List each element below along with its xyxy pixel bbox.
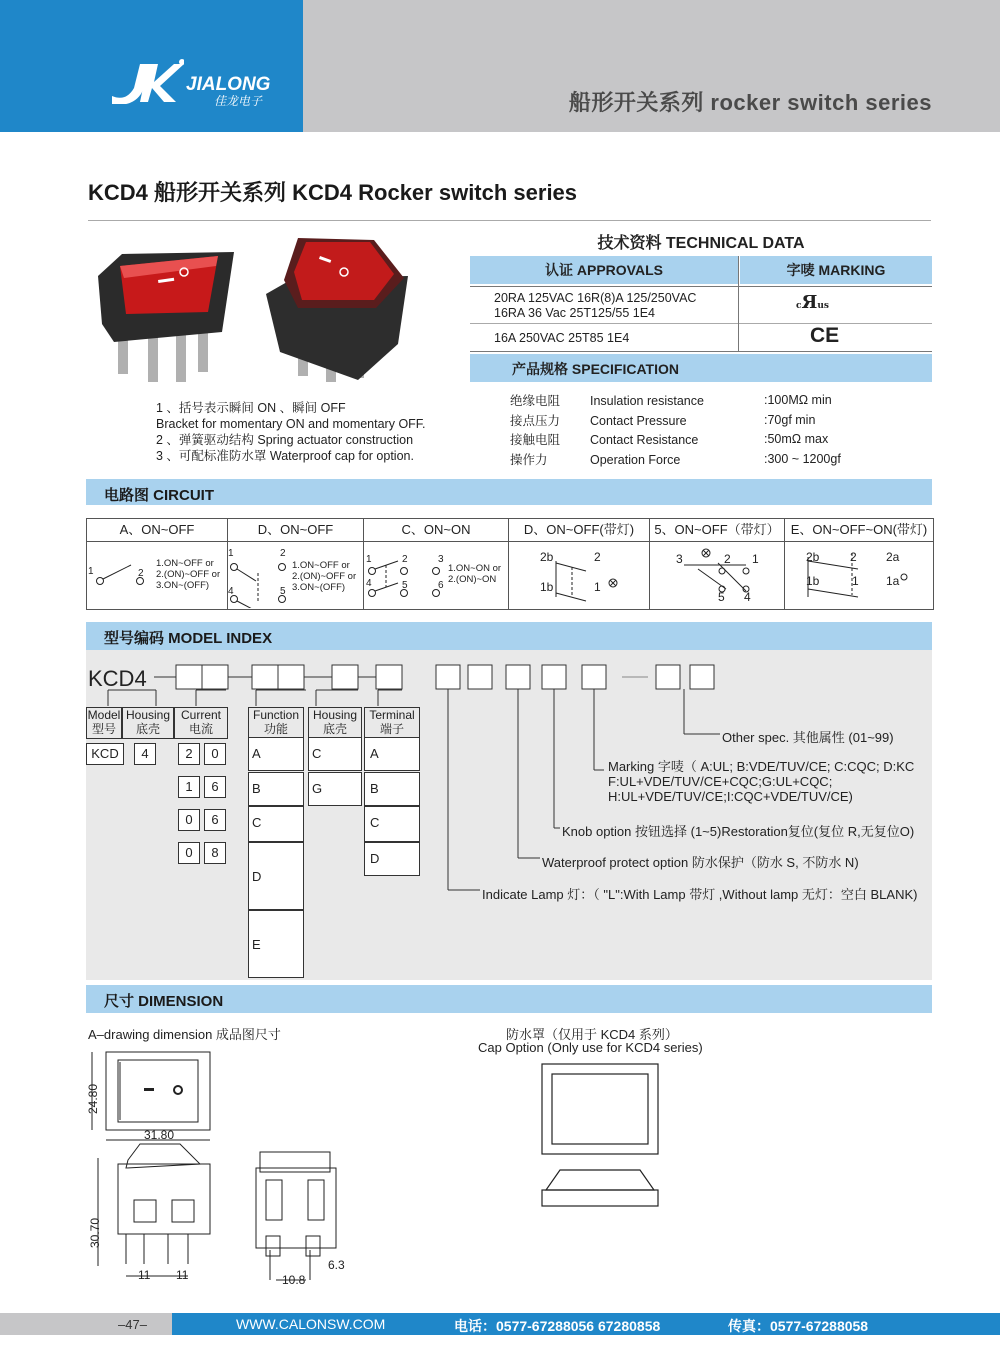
series-title: 船形开关系列 rocker switch series xyxy=(568,90,932,115)
row-divider xyxy=(470,351,932,352)
dimension-section-bar: 尺寸 DIMENSION xyxy=(86,985,932,1013)
terminal-option-a: A xyxy=(364,737,420,771)
terminal-option-c: C xyxy=(364,806,420,842)
a-drawing-label: A–drawing dimension 成品图尺寸 xyxy=(88,1027,281,1042)
brand-name: JIALONG xyxy=(186,74,271,95)
lamp-option-label: Indicate Lamp 灯：（ "L":With Lamp 带灯 ,Without lamp 无灯：空白 BLANK) xyxy=(482,887,918,902)
function-option-d: D xyxy=(248,842,304,910)
circuit-pin-label: 2 xyxy=(594,550,601,564)
circuit-pin-label: 3 xyxy=(438,554,444,565)
circuit-pin-label: 1b xyxy=(540,580,554,594)
dim-height-2: 30.70 xyxy=(88,1217,103,1249)
footer-url[interactable]: WWW.CALONSW.COM xyxy=(236,1316,386,1332)
marking-header: 字唛 MARKING xyxy=(740,256,932,284)
approval-row-2: 16A 250VAC 25T85 1E4 xyxy=(494,331,630,345)
ce-mark-icon: CE xyxy=(810,324,840,347)
circuit-pin-label: 2a xyxy=(886,550,900,564)
housing-option-c: C xyxy=(308,737,362,771)
function-option-b: B xyxy=(248,772,304,806)
dim-pitch-2: 11 xyxy=(176,1268,189,1282)
page-number: –47– xyxy=(118,1317,147,1332)
col-header-function: Function 功能 xyxy=(248,707,304,739)
title-divider xyxy=(88,220,931,221)
footer-fax: 传真：0577-67288058 xyxy=(728,1318,869,1334)
approvals-header: 认证 APPROVALS xyxy=(470,256,738,284)
row-divider xyxy=(470,323,932,324)
product-photos xyxy=(98,232,438,392)
housing-option-g: G xyxy=(308,772,362,806)
circuit-col-dl: D、ON~OFF(带灯) xyxy=(509,519,650,609)
current-digit: 8 xyxy=(204,842,226,864)
specification-header: 产品规格 SPECIFICATION xyxy=(470,354,932,382)
circuit-pin-label: 1 xyxy=(228,548,234,559)
circuit-col-d: D、ON~OFF xyxy=(228,519,364,609)
housing-value: 4 xyxy=(134,743,156,765)
feature-notes xyxy=(156,400,426,464)
circuit-pin-label: 2 xyxy=(850,550,857,564)
dim-terminal-width: 6.3 xyxy=(328,1258,345,1272)
feature-line-2: Bracket for momentary ON and momentary OFF. xyxy=(156,417,426,431)
technical-data-title: 技术资料 TECHNICAL DATA xyxy=(597,235,805,252)
terminal-option-d: D xyxy=(364,842,420,876)
circuit-col-5: 5、ON~OFF（带灯） xyxy=(650,519,785,609)
circuit-col-c: C、ON~ON xyxy=(364,519,509,609)
circuit-pin-label: 2b xyxy=(540,550,554,564)
circuit-pin-label: 5 xyxy=(402,580,408,591)
col-header-terminal: Terminal 端子 xyxy=(364,707,420,739)
model-value: KCD xyxy=(86,743,124,765)
circuit-col-a: A、ON~OFF xyxy=(87,519,228,609)
circuit-pin-label: 5 xyxy=(718,590,725,604)
circuit-pin-label: 1b xyxy=(806,574,820,588)
brand-name-cn: 佳龙电子 xyxy=(214,94,263,108)
footer-phone: 电话：0577-67288056 67280858 xyxy=(454,1318,661,1334)
spec-cn-column: 绝缘电阻 接点压力 接触电阻 操作力 xyxy=(510,394,561,467)
circuit-pin-label: 2 xyxy=(724,552,731,566)
circuit-note-c: 1.ON~ON or 2.(ON)~ON xyxy=(448,563,502,585)
current-digit: 6 xyxy=(204,776,226,798)
circuit-pin-label: 1 xyxy=(752,552,759,566)
switch-photo-standard xyxy=(98,252,234,382)
knob-option-label: Knob option 按钮选择 (1~5)Restoration复位(复位 R,无复位O) xyxy=(562,824,915,839)
circuit-pin-label: 2 xyxy=(402,554,408,565)
spec-en-column: Insulation resistance Contact Pressure Contact Resistance Operation Force xyxy=(590,394,704,467)
circuit-pin-label: 4 xyxy=(228,586,234,597)
current-digit: 1 xyxy=(178,776,200,798)
other-spec-label: Other spec. 其他属性 (01~99) xyxy=(722,730,894,745)
circuit-section-bar: 电路图 CIRCUIT xyxy=(86,479,932,505)
cap-label-cn: 防水罩（仅用于 KCD4 系列） xyxy=(506,1027,678,1042)
dim-pitch-1: 11 xyxy=(138,1268,151,1282)
cul-mark-icon: cЯus xyxy=(796,292,829,313)
circuit-note-d: 1.ON~OFF or 2.(ON)~OFF or 3.ON~(OFF) xyxy=(292,560,357,593)
circuit-pin-label: 1 xyxy=(852,574,859,588)
col-header-current: Current 电流 xyxy=(174,707,228,739)
current-digit: 2 xyxy=(178,743,200,765)
cap-drawing xyxy=(540,1060,670,1210)
approval-row-1: 20RA 125VAC 16R(8)A 125/250VAC 16RA 36 Vac 25T125/55 1E4 xyxy=(494,291,697,320)
circuit-pin-label: 3 xyxy=(676,552,683,566)
model-prefix: KCD4 xyxy=(88,666,147,691)
circuit-pin-label: 2 xyxy=(138,568,144,579)
current-digit: 6 xyxy=(204,809,226,831)
current-digit: 0 xyxy=(204,743,226,765)
circuit-pin-label: 5 xyxy=(280,586,286,597)
circuit-pin-label: 1 xyxy=(366,554,372,565)
row-divider xyxy=(470,286,932,287)
model-index-section-bar: 型号编码 MODEL INDEX xyxy=(86,622,932,650)
page-title: KCD4 船形开关系列 KCD4 Rocker switch series xyxy=(88,180,578,205)
dim-height-1: 24.80 xyxy=(86,1083,101,1115)
circuit-pin-label: 4 xyxy=(744,590,751,604)
header-logo-block xyxy=(0,0,303,132)
circuit-pin-label: 1 xyxy=(88,566,94,577)
circuit-pin-label: 2 xyxy=(280,548,286,559)
spec-value-column: :100MΩ min :70gf min :50mΩ max :300 ~ 1200gf xyxy=(764,393,841,466)
circuit-note-a: 1.ON~OFF or 2.(ON)~OFF or 3.ON~(OFF) xyxy=(156,558,221,591)
cap-label-en: Cap Option (Only use for KCD4 series) xyxy=(478,1040,703,1055)
function-option-c: C xyxy=(248,806,304,842)
col-header-housing-2: Housing 底壳 xyxy=(308,707,362,739)
dim-width-1: 31.80 xyxy=(144,1128,175,1142)
circuit-pin-label: 6 xyxy=(438,580,444,591)
feature-line-4: 3 、可配标准防水罩 Waterproof cap for option. xyxy=(156,449,414,463)
current-digit: 0 xyxy=(178,809,200,831)
circuit-pin-label: 2b xyxy=(806,550,820,564)
col-header-housing: Housing 底壳 xyxy=(122,707,174,739)
col-header-model: Model 型号 xyxy=(86,707,122,739)
terminal-option-b: B xyxy=(364,772,420,806)
waterproof-option-label: Waterproof protect option 防水保护（防水 S, 不防水 N) xyxy=(542,855,859,870)
col-divider xyxy=(738,256,739,352)
circuit-pin-label: 4 xyxy=(366,578,372,589)
function-option-e: E xyxy=(248,910,304,978)
marking-label: Marking 字唛（ A:UL; B:VDE/TUV/CE; C:CQC; D:KC F:UL+VDE/TUV/CE+CQC;G:UL+CQC; H:UL+VDE/TUV/CE;I:CQC+VDE/TUV/CE) xyxy=(608,759,915,804)
dim-width-2: 10.8 xyxy=(282,1273,306,1287)
current-digit: 0 xyxy=(178,842,200,864)
switch-photo-waterproof xyxy=(266,238,408,382)
circuit-pin-label: 1 xyxy=(594,580,601,594)
function-option-a: A xyxy=(248,737,304,771)
feature-line-3: 2 、弹簧驱动结构 Spring actuator construction xyxy=(156,433,414,447)
circuit-pin-label: 1a xyxy=(886,574,900,588)
brand-logo-icon xyxy=(104,56,184,104)
feature-line-1: 1 、括号表示瞬间 ON 、瞬间 OFF xyxy=(156,401,346,415)
circuit-col-e: E、ON~OFF~ON(带灯) xyxy=(785,519,933,609)
